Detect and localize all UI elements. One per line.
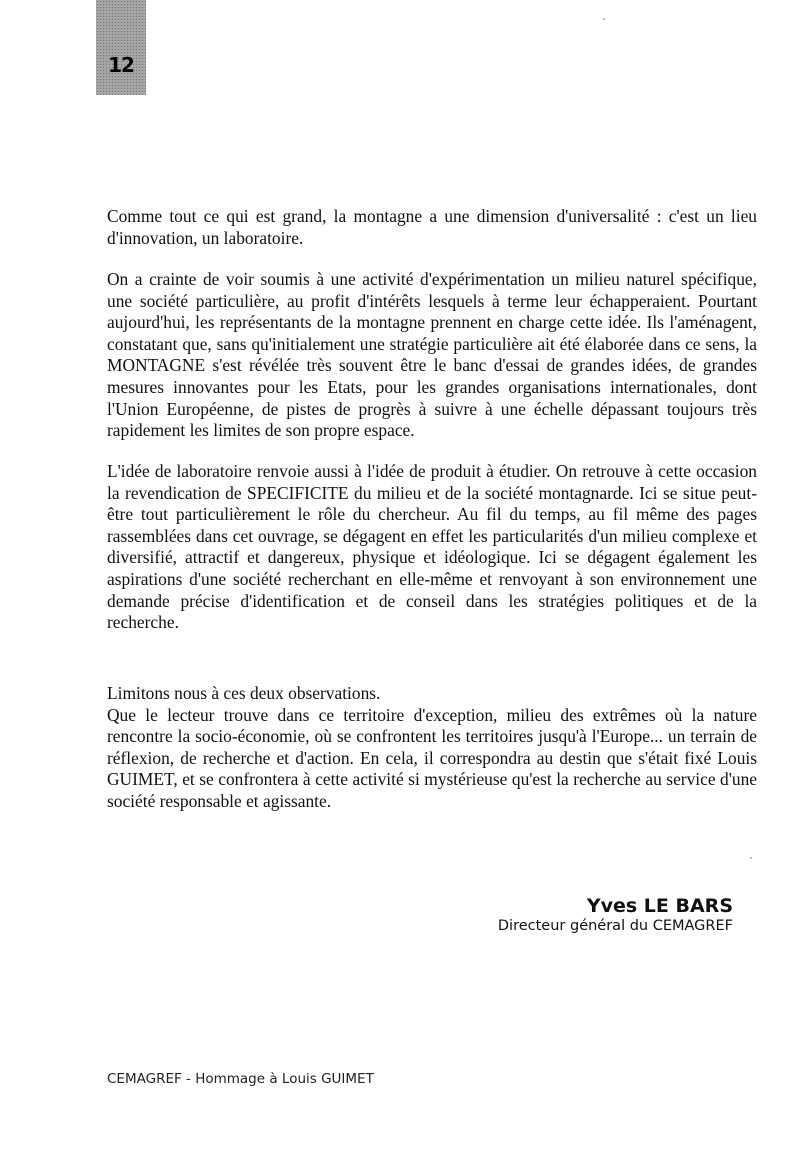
paragraph-1 xyxy=(107,206,757,249)
closing-first-line: Limitons nous à ces deux observations. xyxy=(107,683,381,703)
signature-name: Yves LE BARS xyxy=(586,895,733,917)
page-footer: CEMAGREF - Hommage à Louis GUIMET xyxy=(107,1071,374,1087)
paragraph-2 xyxy=(107,269,757,442)
scan-speck xyxy=(603,18,605,20)
paragraph-text: L'idée de laboratoire renvoie aussi à l'idée de produit à étudier. On retrouve à cette occasion la revendication de SPECIFICITE du milieu et de la société montagnarde. Ici se situe peut-être tout particulièrement le rôle du chercheur. Au fil du temps, au fil même des pages rassemblées dans cet ouvrage, se dégagent en effet les particularités d'un milieu complexe et diversifié, attractif et dangereux, physique et idéologique. Ici se dégagent également les aspirations d'une société recherchant en elle-même et renvoyant à son environnement une demande précise d'identification et de conseil dans les stratégies politiques et de la recherche. xyxy=(107,461,757,633)
closing-section xyxy=(107,683,757,813)
scan-speck xyxy=(750,857,752,859)
paragraph-text: On a crainte de voir soumis à une activité d'expérimentation un milieu naturel spécifique, une société particulière, au profit d'intérêts lesquels à terme leur échapperaient. Pourtant aujourd'hui, les représentants de la montagne prennent en charge cette idée. Ils l'aménagent, constatant que, sans qu'initialement une stratégie particulière ait été élaborée dans ce sens, la MONTAGNE s'est révélée très souvent être le banc d'essai de grandes idées, de grandes mesures innovantes pour les Etats, pour les grandes organisations internationales, dont l'Union Européenne, de pistes de progrès à suivre à une échelle dépassant toujours très rapidement les limites de son propre espace. xyxy=(107,269,757,441)
closing-body: Que le lecteur trouve dans ce territoire d'exception, milieu des extrêmes où la nature rencontre la socio-économie, où se confrontent les territoires jusqu'à l'Europe... un terrain de réflexion, de recherche et d'action. En cela, il correspondra au destin que s'était fixé Louis GUIMET, et se confrontera à cette activité si mystérieuse qu'est la recherche au service d'une société responsable et agissante. xyxy=(107,704,757,811)
page-number-box xyxy=(96,0,146,95)
page-number: 12 xyxy=(108,53,134,77)
paragraph-3 xyxy=(107,461,757,634)
signature-title: Directeur général du CEMAGREF xyxy=(497,918,733,934)
paragraph-text: Comme tout ce qui est grand, la montagne a une dimension d'universalité : c'est un lieu d'innovation, un laboratoire. xyxy=(107,206,757,248)
